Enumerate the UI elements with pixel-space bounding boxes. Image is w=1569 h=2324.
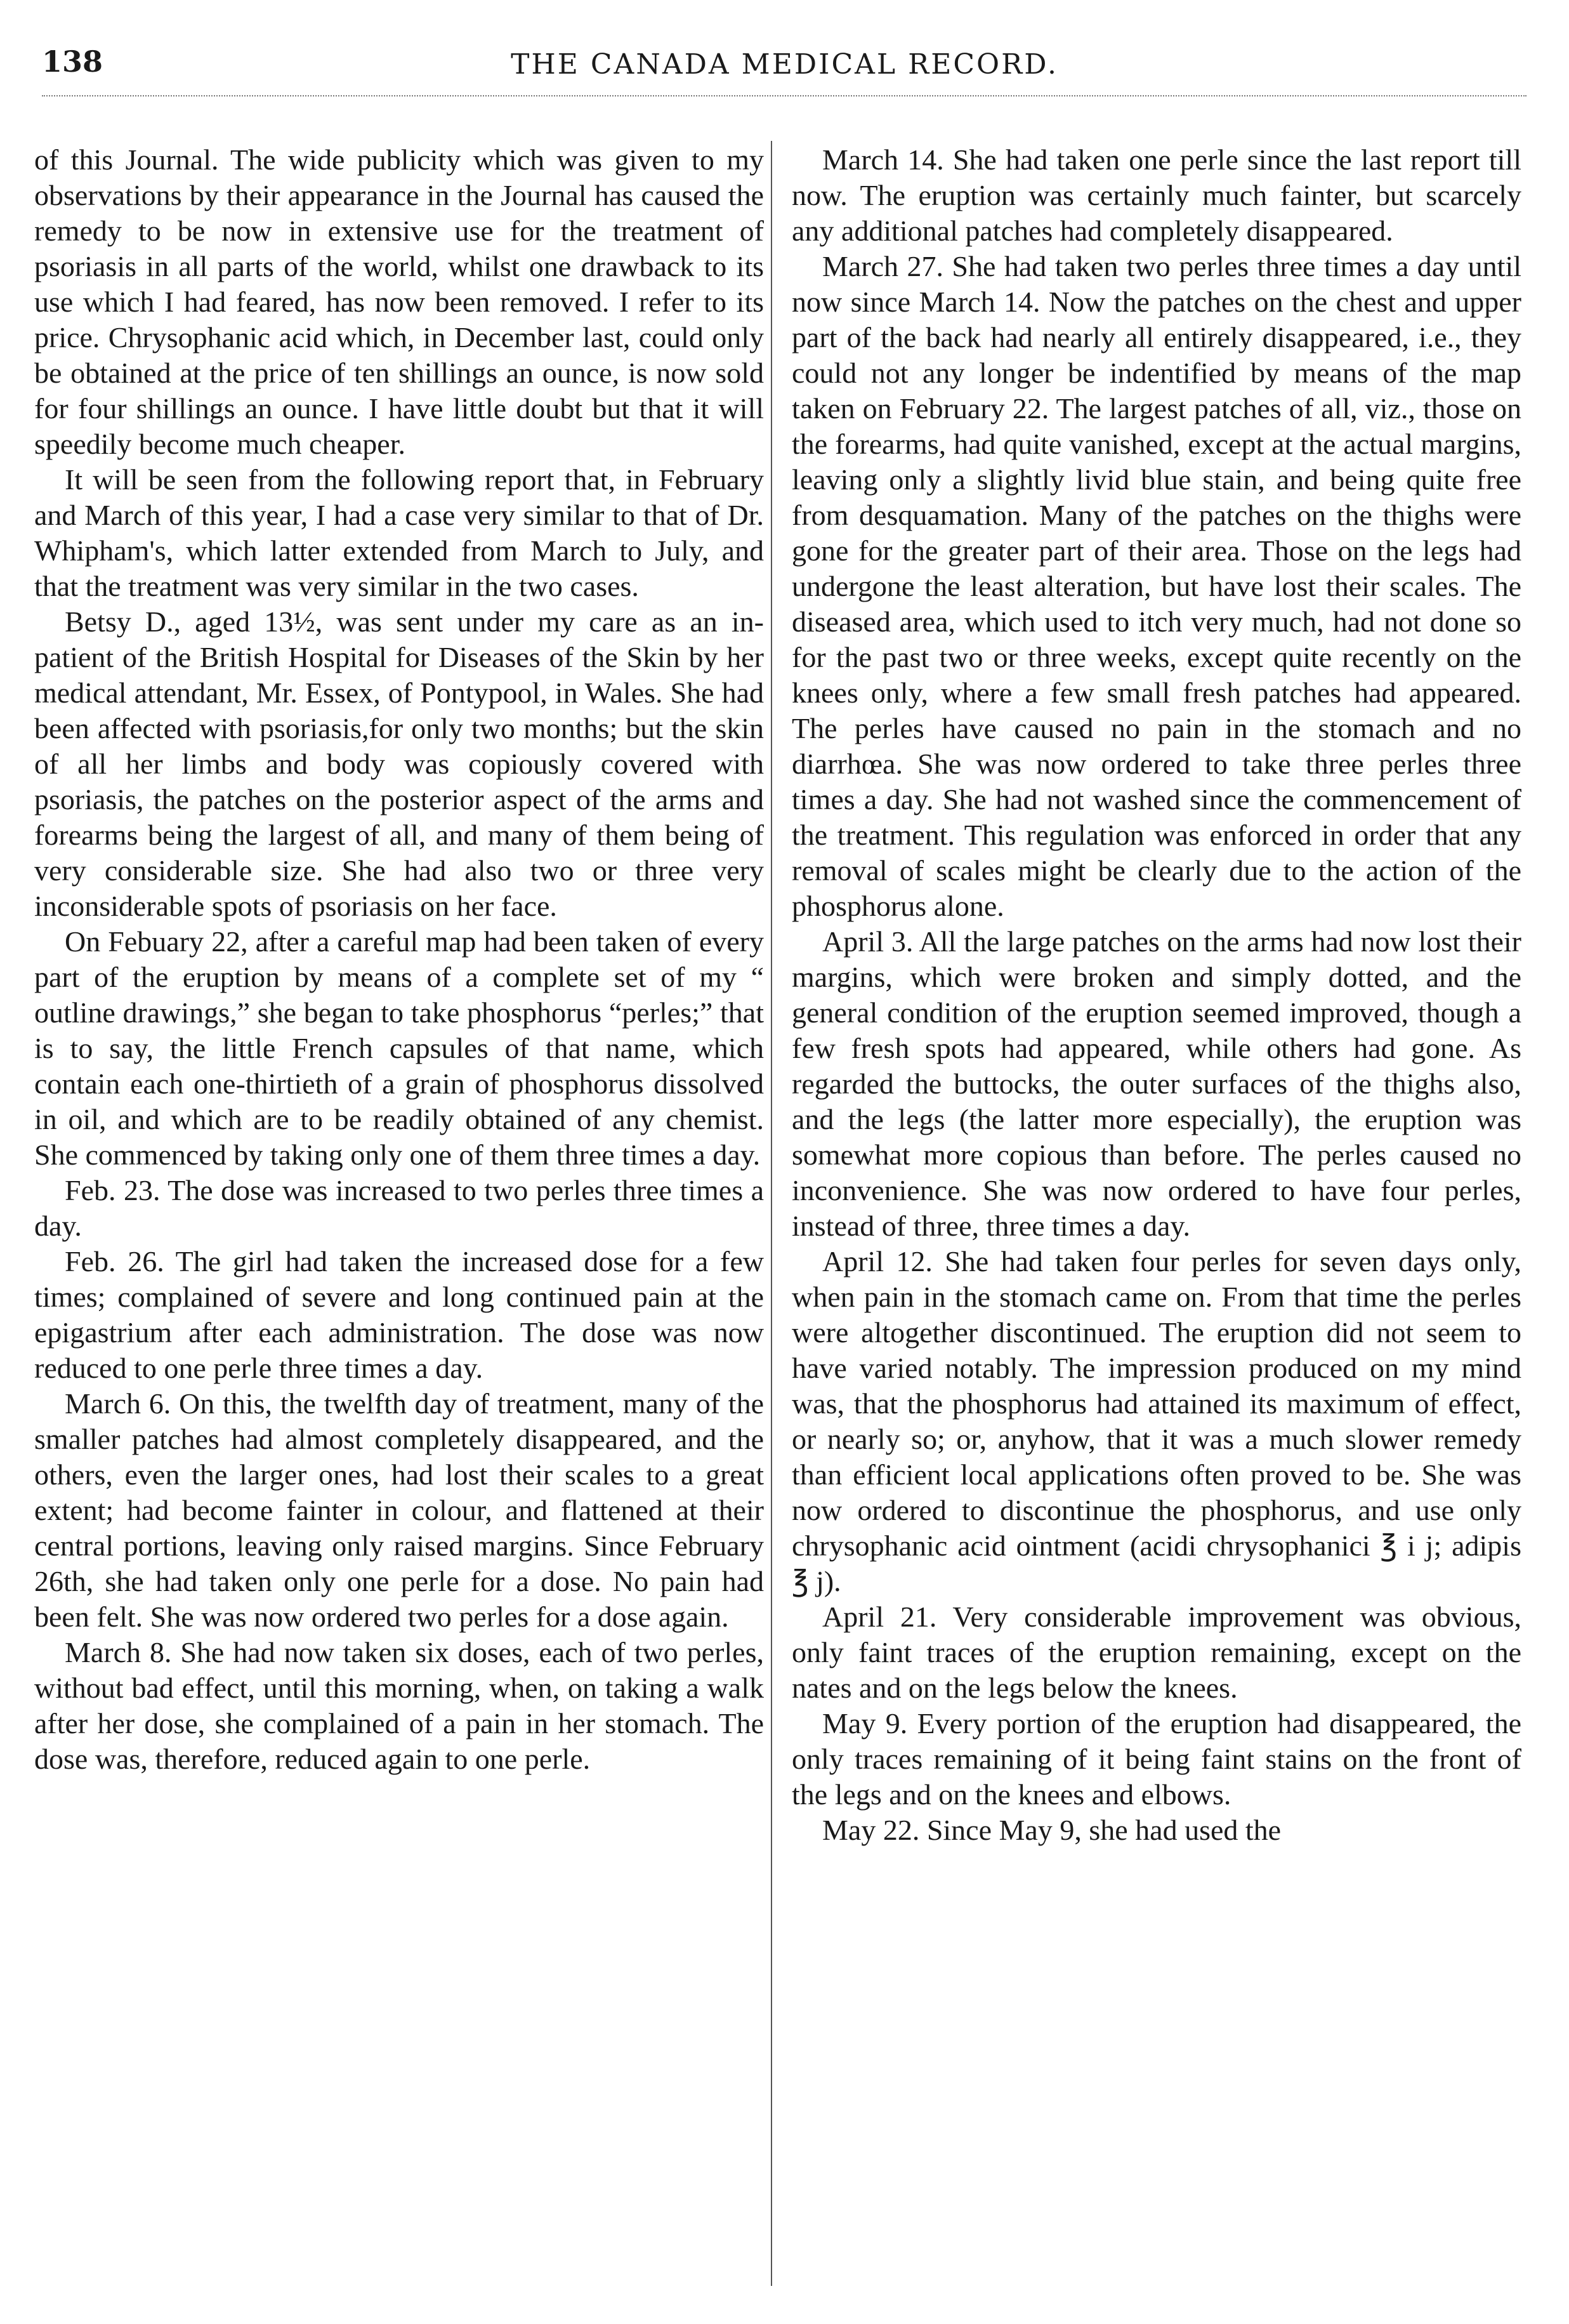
page-header (0, 44, 1569, 89)
right-column (792, 142, 1521, 2294)
paragraph: May 9. Every portion of the eruption had disappeared, the only traces remaining of it being faint stains on the front of the legs and on the knees and elbows. (792, 1707, 1521, 1811)
paragraph: May 22. Since May 9, she had used the (822, 1814, 1282, 1846)
paragraph: March 8. She had now taken six doses, each of two perles, without bad effect, until this morning, when, on taking a walk after her dose, she complained of a pain in her stomach. The dose was, therefore, reduced again to one perle. (34, 1636, 764, 1775)
paragraph: March 27. She had taken two perles three times a day until now since March 14. Now the patches on the chest and upper part of the back had nearly all entirely disappeared, i.e., they could not any longer be indentified by means of the map taken on February 22. The largest patches of all, viz., those on the forearms, had quite vanished, except at the actual margins, leaving only a slightly livid blue stain, and being quite free from desquamation. Many of the patches on the thighs were gone for the greater part of their area. Those on the legs had undergone the least alteration, but have lost their scales. The diseased area, which used to itch very much, had not done so for the past two or three weeks, except quite recently on the knees only, where a few small fresh patches had appeared. The perles have caused no pain in the stomach and no diarrhœa. She was now ordered to take three perles three times a day. She had not washed since the commencement of the treatment. This regulation was enforced in order that any removal of scales might be clearly due to the action of the phosphorus alone. (792, 250, 1521, 922)
paragraph: It will be seen from the following report that, in February and March of this year, I had a case very similar to that of Dr. Whipham's, which latter extended from March to July, and that the treatment was very similar in the two cases. (34, 463, 764, 602)
paragraph: March 14. She had taken one perle since the last report till now. The eruption was certainly much fainter, but scarcely any additional patches had completely disappeared. (792, 143, 1521, 247)
paragraph: Feb. 23. The dose was increased to two perles three times a day. (34, 1174, 764, 1242)
running-title: THE CANADA MEDICAL RECORD. (511, 48, 1058, 81)
header-rule (42, 95, 1526, 96)
paragraph: April 21. Very considerable improvement was obvious, only faint traces of the eruption remaining, except on the nates and on the legs below the knees. (792, 1601, 1521, 1704)
paragraph: Feb. 26. The girl had taken the increased dose for a few times; complained of severe and long continued pain at the epigastrium after each administration. The dose was now reduced to one perle three times a day. (34, 1245, 764, 1384)
left-column (34, 142, 764, 2294)
paragraph: April 3. All the large patches on the arms had now lost their margins, which were broken and simply dotted, and the general condition of the eruption seemed improved, though a few fresh spots had appeared, while others had gone. As regarded the buttocks, the outer surfaces of the thighs also, and the legs (the latter more especially), the eruption was somewhat more copious than before. The perles caused no inconvenience. She was now ordered to have four perles, instead of three, three times a day. (792, 925, 1521, 1242)
paragraph: March 6. On this, the twelfth day of treatment, many of the smaller patches had almost completely disappeared, and the others, even the larger ones, had lost their scales to a great extent; had become fainter in colour, and flattened at their central portions, leaving only raised margins. Since February 26th, she had taken only one perle for a dose. No pain had been felt. She was now ordered two perles for a dose again. (34, 1387, 764, 1633)
paragraph: April 12. She had taken four perles for seven days only, when pain in the stomach came on. From that time the perles were altogether discontinued. The eruption did not seem to have varied notably. The impression produced on my mind was, that the phosphorus had attained its maximum of effect, or nearly so; or, anyhow, that it was a much slower remedy than efficient local applications often proved to be. She was now ordered to discontinue the phosphorus, and use only chrysophanic acid ointment (acidi chrysophanici ℥ i j; adipis ℥ j). (792, 1245, 1521, 1597)
page-number: 138 (42, 44, 103, 79)
column-divider (771, 141, 772, 2286)
paragraph: Betsy D., aged 13½, was sent under my care as an in-patient of the British Hospital for Diseases of the Skin by her medical attendant, Mr. Essex, of Pontypool, in Wales. She had been affected with psoriasis,for only two months; but the skin of all her limbs and body was copiously covered with psoriasis, the patches on the posterior aspect of the arms and forearms being the largest of all, and many of them being of very considerable size. She had also two or three very inconsiderable spots of psoriasis on her face. (34, 605, 764, 922)
paragraph: On Febuary 22, after a careful map had been taken of every part of the eruption by means of a complete set of my “ outline drawings,” she began to take phosphorus “perles;” that is to say, the little French capsules of that name, which contain each one-thirtieth of a grain of phosphorus dissolved in oil, and which are to be readily obtained of any chemist. She commenced by taking only one of them three times a day. (34, 925, 764, 1171)
paragraph: of this Journal. The wide publicity which was given to my observations by their appearance in the Journal has caused the remedy to be now in extensive use for the treatment of psoriasis in all parts of the world, whilst one drawback to its use which I had feared, has now been removed. I refer to its price. Chrysophanic acid which, in December last, could only be obtained at the price of ten shillings an ounce, is now sold for four shillings an ounce. I have little doubt but that it will speedily become much cheaper. (34, 143, 764, 460)
